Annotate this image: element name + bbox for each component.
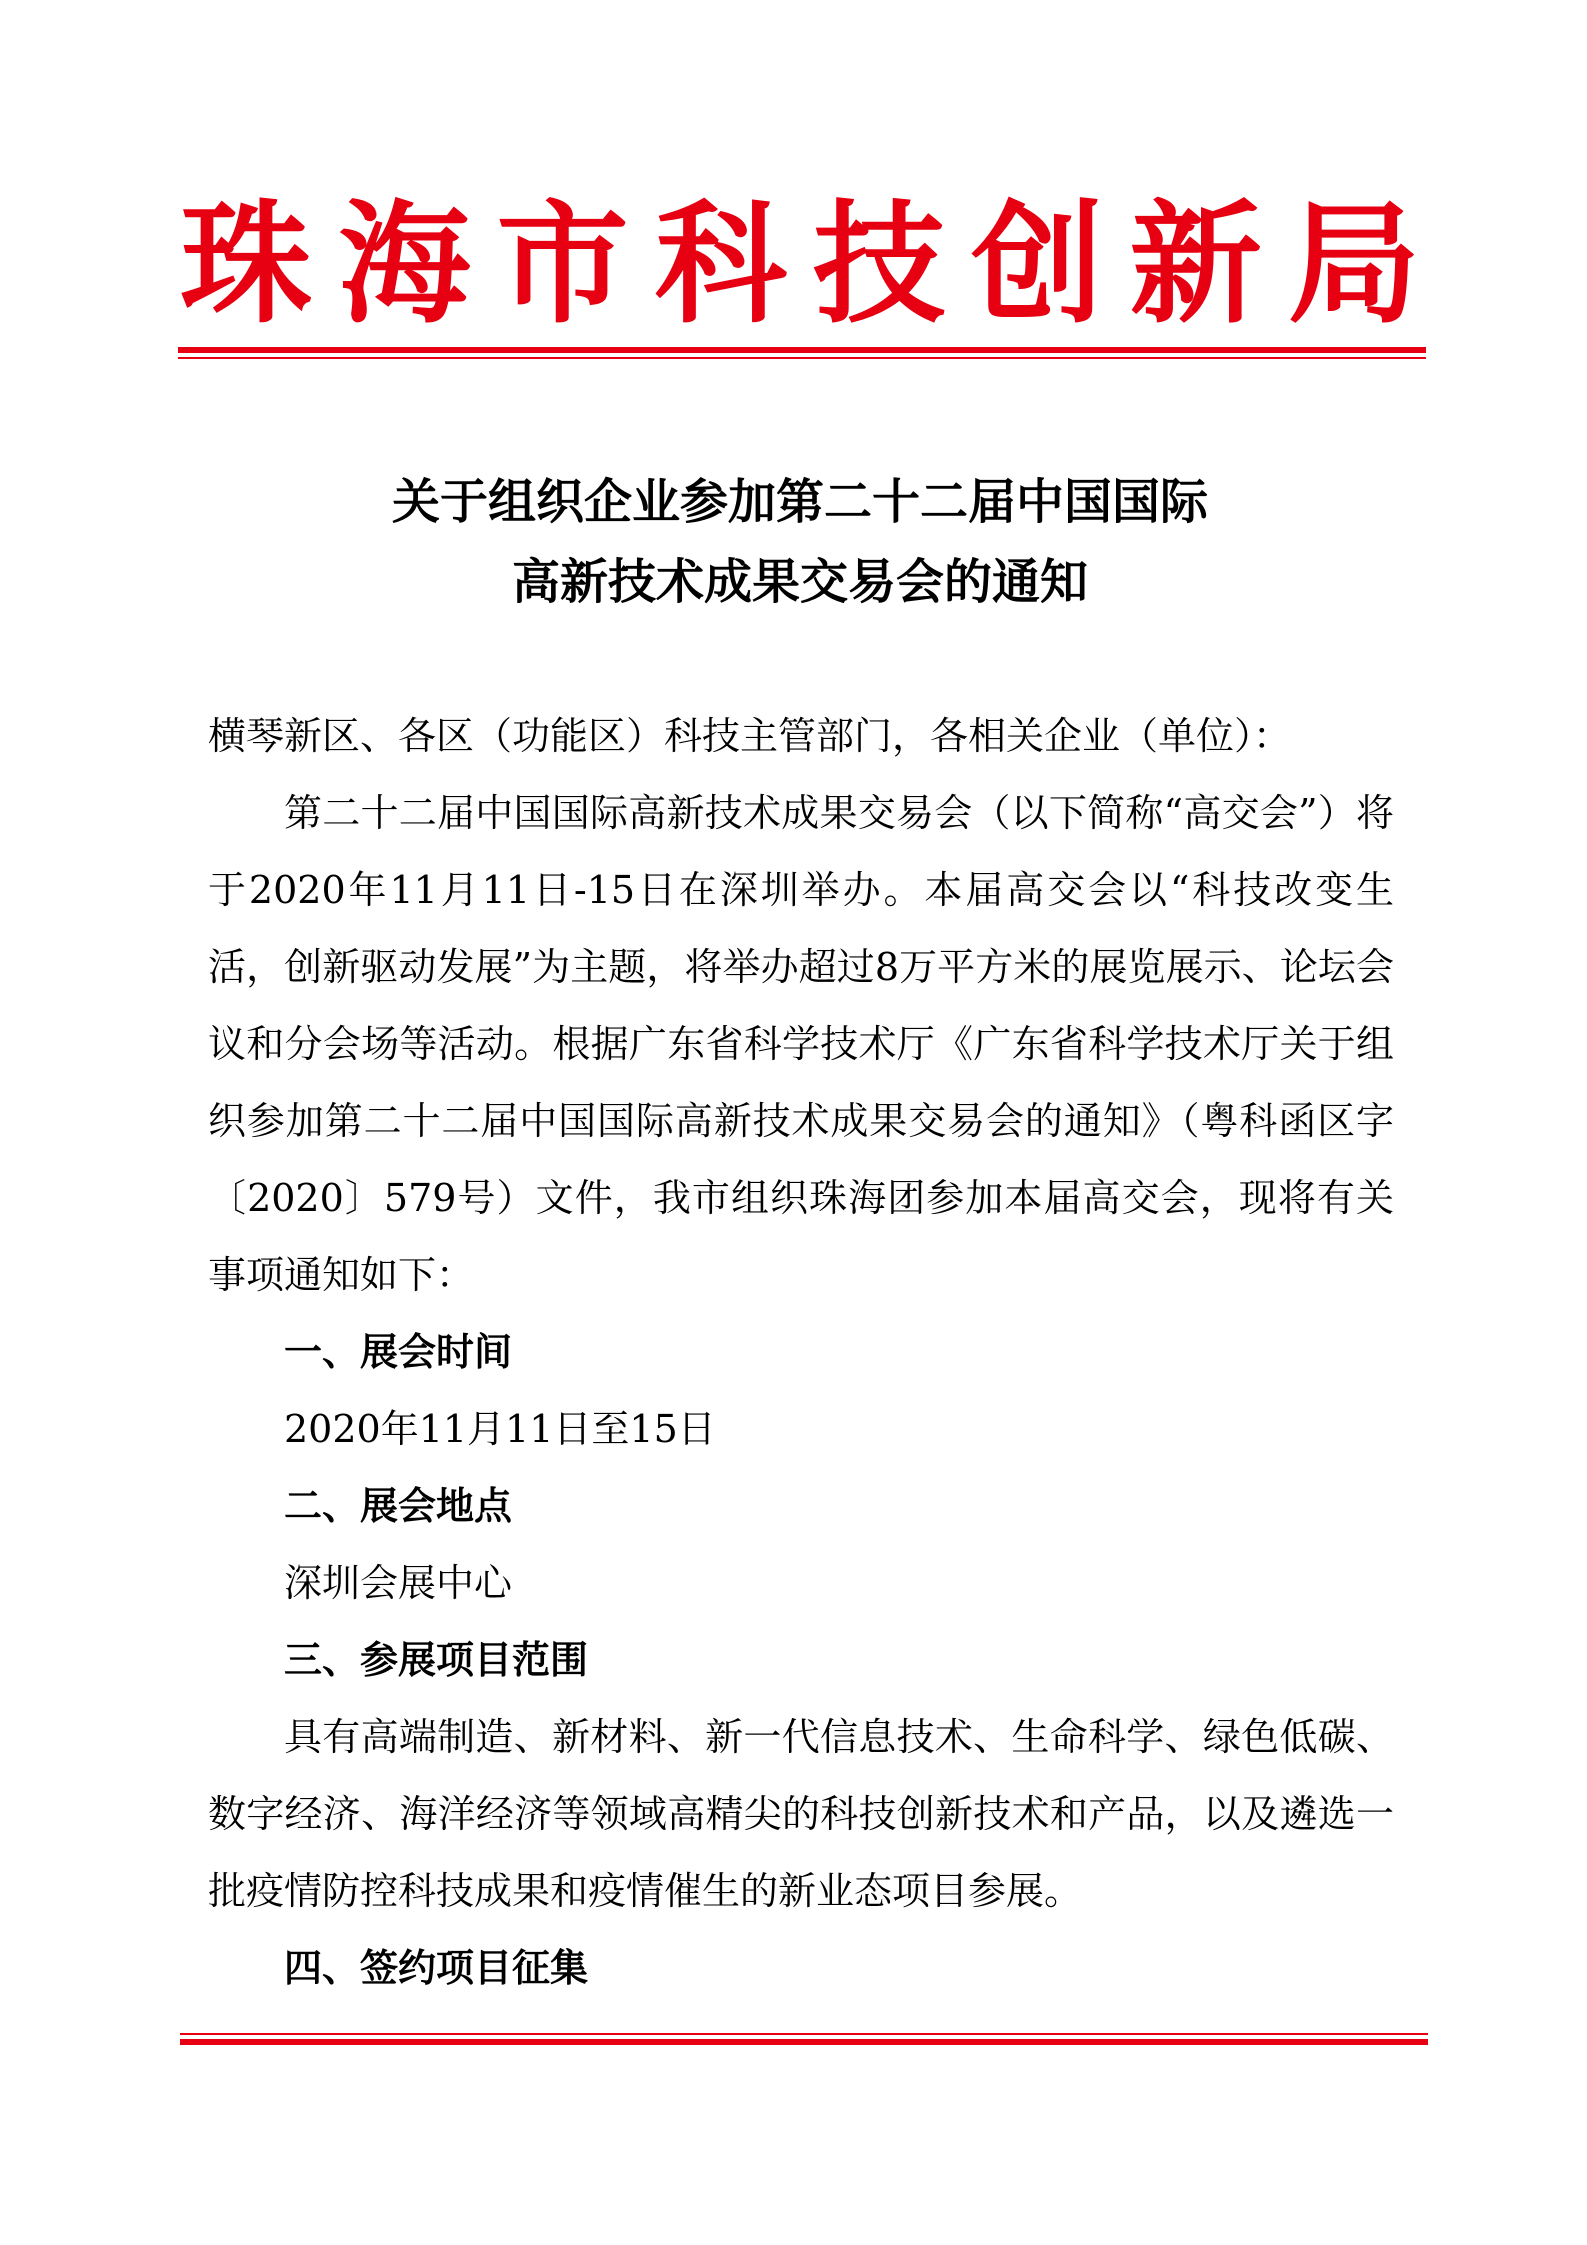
masthead-char: 技 (813, 188, 946, 342)
masthead-char: 新 (1129, 188, 1262, 342)
footer-rule-thick (180, 2039, 1428, 2045)
section-content-time: 2020年11月11日至15日 (284, 1407, 716, 1451)
masthead (180, 190, 1420, 340)
section-heading-signing: 四、签约项目征集 (284, 1946, 589, 1990)
footer-rule-thin (180, 2033, 1428, 2035)
section-heading-time: 一、展会时间 (284, 1330, 513, 1374)
document-title (180, 462, 1420, 622)
document-body (208, 698, 1394, 2007)
masthead-char: 创 (971, 188, 1104, 342)
title-line-1: 关于组织企业参加第二十二届中国国际 (391, 474, 1208, 530)
section-content-venue: 深圳会展中心 (284, 1561, 513, 1605)
masthead-char: 珠 (180, 188, 312, 342)
header-rule-thick (178, 347, 1426, 353)
section-heading-venue: 二、展会地点 (284, 1484, 513, 1528)
masthead-char: 局 (1287, 188, 1420, 342)
masthead-char: 科 (654, 188, 787, 342)
header-rule-thin (178, 357, 1426, 359)
masthead-char: 海 (338, 188, 471, 342)
section-content-scope: 具有高端制造、新材料、新一代信息技术、生命科学、绿色低碳、数字经济、海洋经济等领域高精尖的科技创新技术和产品，以及遴选一批疫情防控科技成果和疫情催生的新业态项目参展。 (208, 1715, 1394, 1913)
section-heading-scope: 三、参展项目范围 (284, 1638, 589, 1682)
salutation: 横琴新区、各区（功能区）科技主管部门，各相关企业（单位）： (208, 714, 1292, 758)
intro-paragraph: 第二十二届中国国际高新技术成果交易会（以下简称“高交会”）将于2020年11月11日-15日在深圳举办。本届高交会以“科技改变生活，创新驱动发展”为主题，将举办超过8万平方米的展览展示、论坛会议和分会场等活动。根据广东省科学技术厅《广东省科学技术厅关于组织参加第二十二届中国国际高新技术成果交易会的通知》（粤科函区字〔2020〕579号）文件，我市组织珠海团参加本届高交会，现将有关事项通知如下： (208, 791, 1394, 1297)
title-line-2: 高新技术成果交易会的通知 (511, 554, 1088, 610)
masthead-char: 市 (496, 188, 629, 342)
